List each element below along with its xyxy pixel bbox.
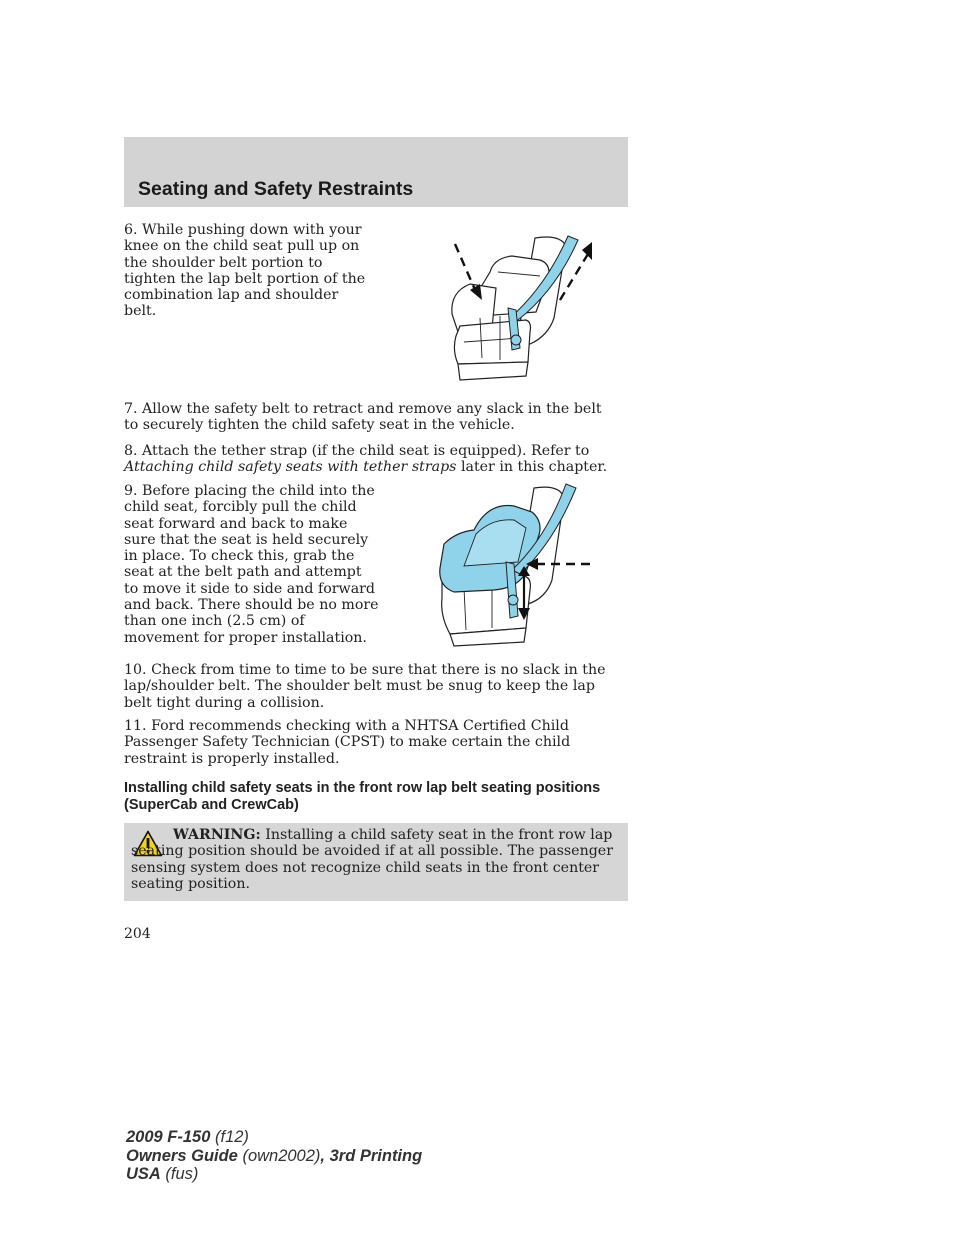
step-6: 6. While pushing down with your knee on the child seat pull up on the shoulder belt portion to tighten the lap belt portion of the combination lap and shoulder belt.	[124, 222, 366, 320]
footer-line-3	[126, 1165, 422, 1184]
footer-region-code: (fus)	[160, 1165, 199, 1183]
page-title: Seating and Safety Restraints	[138, 178, 414, 200]
section-heading: Installing child safety seats in the front row lap belt seating positions (SuperCab and CrewCab)	[124, 780, 601, 813]
step-8-text: 8. Attach the tether strap (if the child seat is equipped). Refer to	[124, 443, 590, 459]
step-11: 11. Ford recommends checking with a NHTSA Certified Child Passenger Safety Technician (CPST) to make certain the child restraint is properly installed.	[124, 718, 571, 767]
footer-printing: , 3rd Printing	[320, 1146, 423, 1165]
footer-line-1	[126, 1128, 422, 1147]
footer-model: 2009 F-150	[126, 1128, 211, 1146]
footer-model-code: (f12)	[210, 1128, 249, 1146]
footer-guide: Owners Guide	[126, 1146, 238, 1165]
step-9: 9. Before placing the child into the child seat, forcibly pull the child seat forward and back to make sure that the seat is held securely in place. To check this, grab the seat at the belt path and attempt to move it side to side and forward and back. There should be no more than one inch (2.5 cm) of movement for proper installation.	[124, 483, 379, 646]
warning-text	[131, 827, 621, 892]
warning-label: WARNING:	[173, 827, 261, 843]
footer	[126, 1128, 422, 1184]
warning-box	[124, 823, 628, 901]
step-8	[124, 443, 614, 476]
footer-region: USA	[126, 1165, 161, 1183]
page-number: 204	[124, 926, 151, 942]
step-7: 7. Allow the safety belt to retract and remove any slack in the belt to securely tighten the child safety seat in the vehicle.	[124, 401, 602, 434]
footer-line-2	[126, 1147, 422, 1166]
step-8-reference: Attaching child safety seats with tether straps	[124, 459, 457, 476]
child-seat-tighten-illustration	[440, 232, 600, 384]
footer-guide-code: (own2002)	[237, 1146, 321, 1165]
step-10: 10. Check from time to time to be sure that there is no slack in the lap/shoulder belt. The shoulder belt must be snug to keep the lap belt tight during a collision.	[124, 662, 606, 711]
warning-body: Installing a child safety seat in the front row lap seating position should be avoided if at all possible. The passenger sensing system does not recognize child seats in the front center seating position.	[131, 827, 613, 892]
header-band	[124, 137, 628, 207]
child-seat-movement-check-illustration	[434, 482, 596, 648]
step-8-text-end: later in this chapter.	[456, 459, 608, 476]
